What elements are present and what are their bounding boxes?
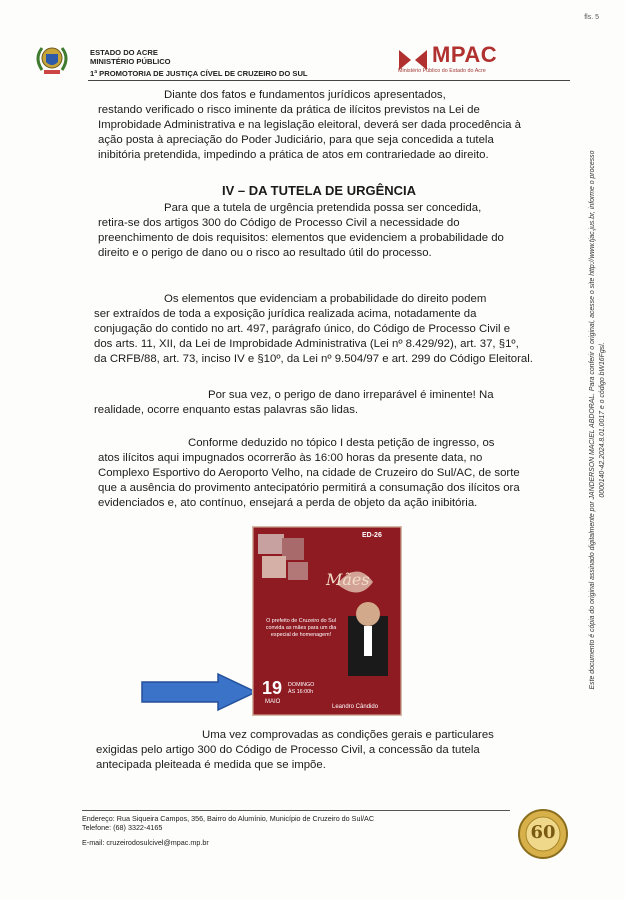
paragraph-line: retira-se dos artigos 300 do Código de Processo Civil a necessidade do — [98, 217, 460, 229]
footer-phone: Telefone: (68) 3322-4165 — [82, 823, 163, 832]
paragraph-line: evidenciados e, ato contínuo, ensejará a perda de objeto da ação inibitória. — [98, 497, 478, 509]
paragraph-line: exigidas pelo artigo 300 do Código de Processo Civil, a concessão da tutela — [96, 744, 480, 756]
paragraph-line: ação posta à apreciação do Poder Judiciário, para que seja concedida a tutela — [98, 134, 494, 146]
header-institution — [90, 48, 308, 78]
poster-time-line1: DOMINGO — [288, 682, 315, 688]
paragraph-line: ser extraídos de toda a exposição jurídica realizada acima, notadamente da — [94, 308, 477, 320]
poster-time — [288, 682, 314, 696]
anniversary-seal — [517, 806, 569, 862]
paragraph-line: Conforme deduzido no tópico I desta petição de ingresso, os — [188, 437, 495, 449]
header-state: ESTADO DO ACRE — [90, 48, 158, 57]
paragraph-line: Para que a tutela de urgência pretendida possa ser concedida, — [164, 202, 482, 214]
paragraph-line: dos arts. 11, XII, da Lei de Improbidade Administrativa (Lei nº 8.429/92), art. 37, §1º, — [94, 338, 519, 350]
paragraph-line: realidade, ocorre enquanto estas palavras são lidas. — [94, 404, 359, 416]
header-ministry: MINISTÉRIO PÚBLICO — [90, 57, 171, 66]
paragraph-final — [96, 728, 570, 773]
paragraph-line: Por sua vez, o perigo de dano irreparável é iminente! Na — [208, 389, 494, 401]
paragraph-danger — [94, 388, 570, 418]
paragraph-line: inibitória pretendida, impedindo a prática de atos em contrariedade ao direito. — [98, 149, 489, 161]
paragraph-line: que a ausência do provimento antecipatório permitirá a consumação dos ilícitos ora — [98, 482, 520, 494]
mpac-logo-subtitle: Ministério Público do Estado do Acre — [398, 68, 486, 74]
poster-month: MAIO — [265, 699, 281, 705]
signature-note-line2: 0000140-42.2024.8.01.0017 e o código bW16Fgsl. — [599, 342, 606, 498]
section-heading: IV – DA TUTELA DE URGÊNCIA — [222, 183, 417, 198]
paragraph-line: antecipada pleiteada é medida que se impõe. — [96, 759, 326, 771]
header-promotoria: 1ª PROMOTORIA DE JUSTIÇA CÍVEL DE CRUZEIRO DO SUL — [90, 69, 308, 78]
footer-address: Endereço: Rua Siqueira Campos, 356, Bairro do Alumínio, Município de Cruzeiro do Sul/AC — [82, 814, 375, 823]
paragraph-line: da CRFB/88, art. 73, inciso IV e §10º, da Lei nº 9.504/97 e art. 299 do Código Eleitoral. — [94, 353, 533, 365]
paragraph-line: Improbidade Administrativa e na legislação eleitoral, deverá ser dada procedência à — [98, 119, 521, 131]
poster-corner-label: ED-26 — [362, 532, 382, 539]
page-number: fls. 5 — [584, 14, 599, 21]
footer-divider — [82, 810, 510, 811]
paragraph-line: conjugação do contido no art. 497, parágrafo único, do Código de Processo Civil e — [94, 323, 511, 335]
signature-note-line1: Este documento é cópia do original assinado digitalmente por JANDERSON MACIEL ABDORAL. Para conferir o original, acesse o site http://www.tjac.jus.br, informe o processo — [589, 150, 596, 690]
paragraph-line: restando verificado o risco iminente da prática de ilícitos previstos na Lei de — [98, 104, 480, 116]
mpac-logo-text: MPAC — [432, 42, 498, 67]
poster-time-line2: ÀS 16:00h — [288, 689, 314, 695]
poster-name: Leandro Cândido — [332, 704, 379, 710]
poster-message: O prefeito de Cruzeiro do Sul convida as mães para um dia especial de homenagem! — [265, 618, 337, 638]
seal-number: 60 — [530, 822, 556, 843]
paragraph-line: Complexo Esportivo do Aeroporto Velho, na cidade de Cruzeiro do Sul/AC, de sorte — [98, 467, 520, 479]
poster-title: Mães — [326, 570, 370, 589]
acre-coat-of-arms-icon — [32, 38, 72, 78]
footer-email: E-mail: cruzeirodosulcivel@mpac.mp.br — [82, 838, 209, 847]
paragraph-probability — [94, 292, 570, 367]
paragraph-line: atos ilícitos aqui impugnados ocorrerão às 16:00 horas da presente data, no — [98, 452, 483, 464]
paragraph-line: Diante dos fatos e fundamentos jurídicos apresentados, — [164, 89, 446, 101]
paragraph-line: Os elementos que evidenciam a probabilidade do direito podem — [164, 293, 487, 305]
poster-day: 19 — [262, 678, 283, 698]
header-divider — [88, 80, 570, 81]
paragraph-requirements — [98, 201, 570, 261]
paragraph-timing — [98, 436, 570, 511]
paragraph-conclusion — [98, 88, 570, 163]
event-poster — [252, 526, 402, 716]
paragraph-line: Uma vez comprovadas as condições gerais e particulares — [202, 729, 494, 741]
pointer-arrow-icon — [140, 672, 260, 712]
paragraph-line: direito e o perigo de dano ou o risco ao resultado útil do processo. — [98, 247, 432, 259]
paragraph-line: preenchimento de dois requisitos: elementos que evidenciem a probabilidade do — [98, 232, 504, 244]
